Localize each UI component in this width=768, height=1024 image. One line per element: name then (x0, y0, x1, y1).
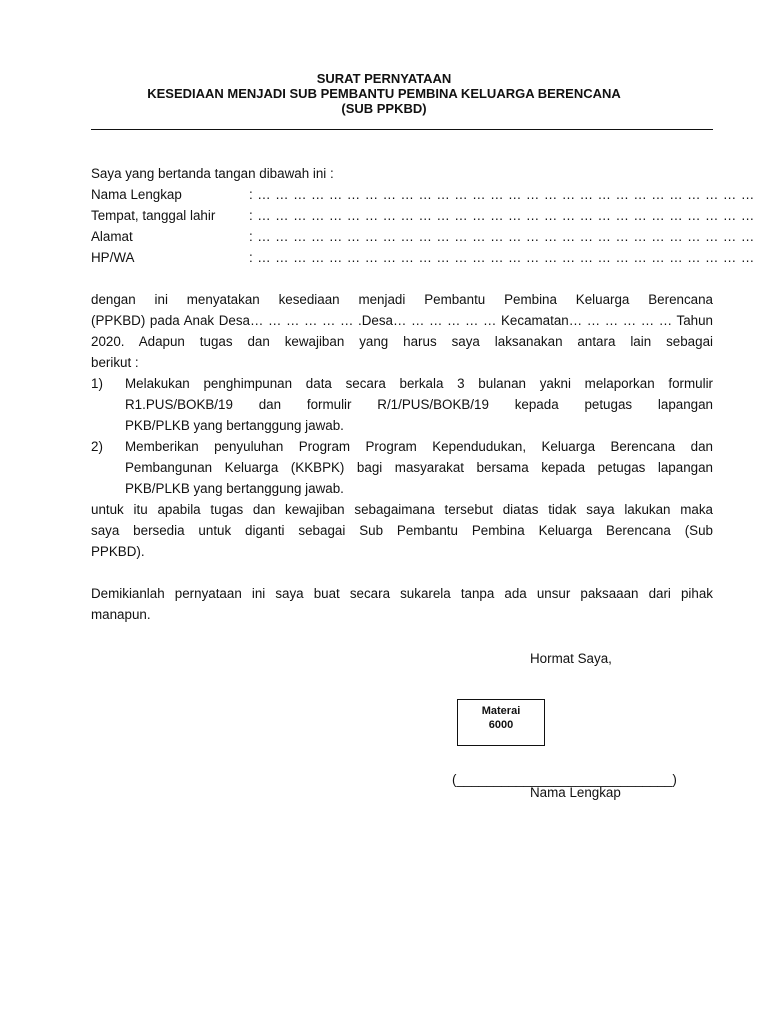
statement-body (91, 289, 713, 562)
duty-line: Melakukan penghimpunan data secara berkala 3 bulanan yakni melaporkan formulir (125, 376, 713, 391)
document-subtitle: KESEDIAAN MENJADI SUB PEMBANTU PEMBINA KELUARGA BERENCANA (147, 86, 621, 101)
duty-line: Memberikan penyuluhan Program Program Kependudukan, Keluarga Berencana dan (125, 439, 713, 454)
duty-line: PKB/PLKB yang bertanggung jawab. (125, 481, 344, 496)
salutation: Hormat Saya, (530, 651, 612, 666)
header-divider (91, 129, 713, 130)
document-subtitle-abbrev: (SUB PPKBD) (341, 101, 427, 116)
identity-fields (91, 184, 755, 268)
field-row-alamat (91, 226, 755, 247)
signature-line: (_____________________________) (452, 772, 677, 787)
stamp-value: 6000 (488, 719, 514, 731)
field-blank: : … … … … … … … … … … … … … … … … … … … … … … … … … … … … (249, 208, 755, 223)
duty-line: R1.PUS/BOKB/19 dan formulir R/1/PUS/BOKB/19 kepada petugas lapangan (125, 397, 713, 412)
intro-text: Saya yang bertanda tangan dibawah ini : (91, 166, 334, 181)
duty-item-2 (91, 436, 713, 499)
closing-line: Demikianlah pernyataan ini saya buat secara sukarela tanpa ada unsur paksaaan dari pihak (91, 586, 713, 601)
closing-line: manapun. (91, 607, 151, 622)
duty-line: Pembangunan Keluarga (KKBPK) bagi masyarakat bersama kepada petugas lapangan (125, 460, 713, 475)
field-row-nama (91, 184, 755, 205)
field-label: Alamat (91, 229, 133, 244)
list-number: 1) (91, 376, 103, 391)
field-label: HP/WA (91, 250, 135, 265)
signature-name-label: Nama Lengkap (530, 785, 621, 800)
field-label: Nama Lengkap (91, 187, 182, 202)
field-row-hp (91, 247, 755, 268)
document-title: SURAT PERNYATAAN (316, 71, 452, 86)
field-blank: : … … … … … … … … … … … … … … … … … … … … … … … … … … … … (249, 229, 755, 244)
statement-line: berikut : (91, 355, 139, 370)
duty-item-1 (91, 373, 713, 436)
statement-line: saya bersedia untuk diganti sebagai Sub Pembantu Pembina Keluarga Berencana (Sub (91, 523, 713, 538)
closing-paragraph (91, 583, 713, 625)
stamp-label: Materai (481, 705, 521, 717)
list-number: 2) (91, 439, 103, 454)
field-label: Tempat, tanggal lahir (91, 208, 216, 223)
statement-line: untuk itu apabila tugas dan kewajiban sebagaimana tersebut diatas tidak saya lakukan maka (91, 502, 713, 517)
document-header (0, 71, 768, 116)
statement-line: PPKBD). (91, 544, 145, 559)
field-blank: : … … … … … … … … … … … … … … … … … … … … … … … … … … … … (249, 187, 755, 202)
duty-line: PKB/PLKB yang bertanggung jawab. (125, 418, 344, 433)
statement-line: (PPKBD) pada Anak Desa… … … … … … .Desa… … … … … … Kecamatan… … … … … … Tahun (91, 313, 713, 328)
field-blank: : … … … … … … … … … … … … … … … … … … … … … … … … … … … … (249, 250, 755, 265)
materai-stamp-box (457, 699, 545, 746)
statement-line: dengan ini menyatakan kesediaan menjadi Pembantu Pembina Keluarga Berencana (91, 292, 713, 307)
field-row-ttl (91, 205, 755, 226)
statement-line: 2020. Adapun tugas dan kewajiban yang harus saya laksanakan antara lain sebagai (91, 334, 713, 349)
